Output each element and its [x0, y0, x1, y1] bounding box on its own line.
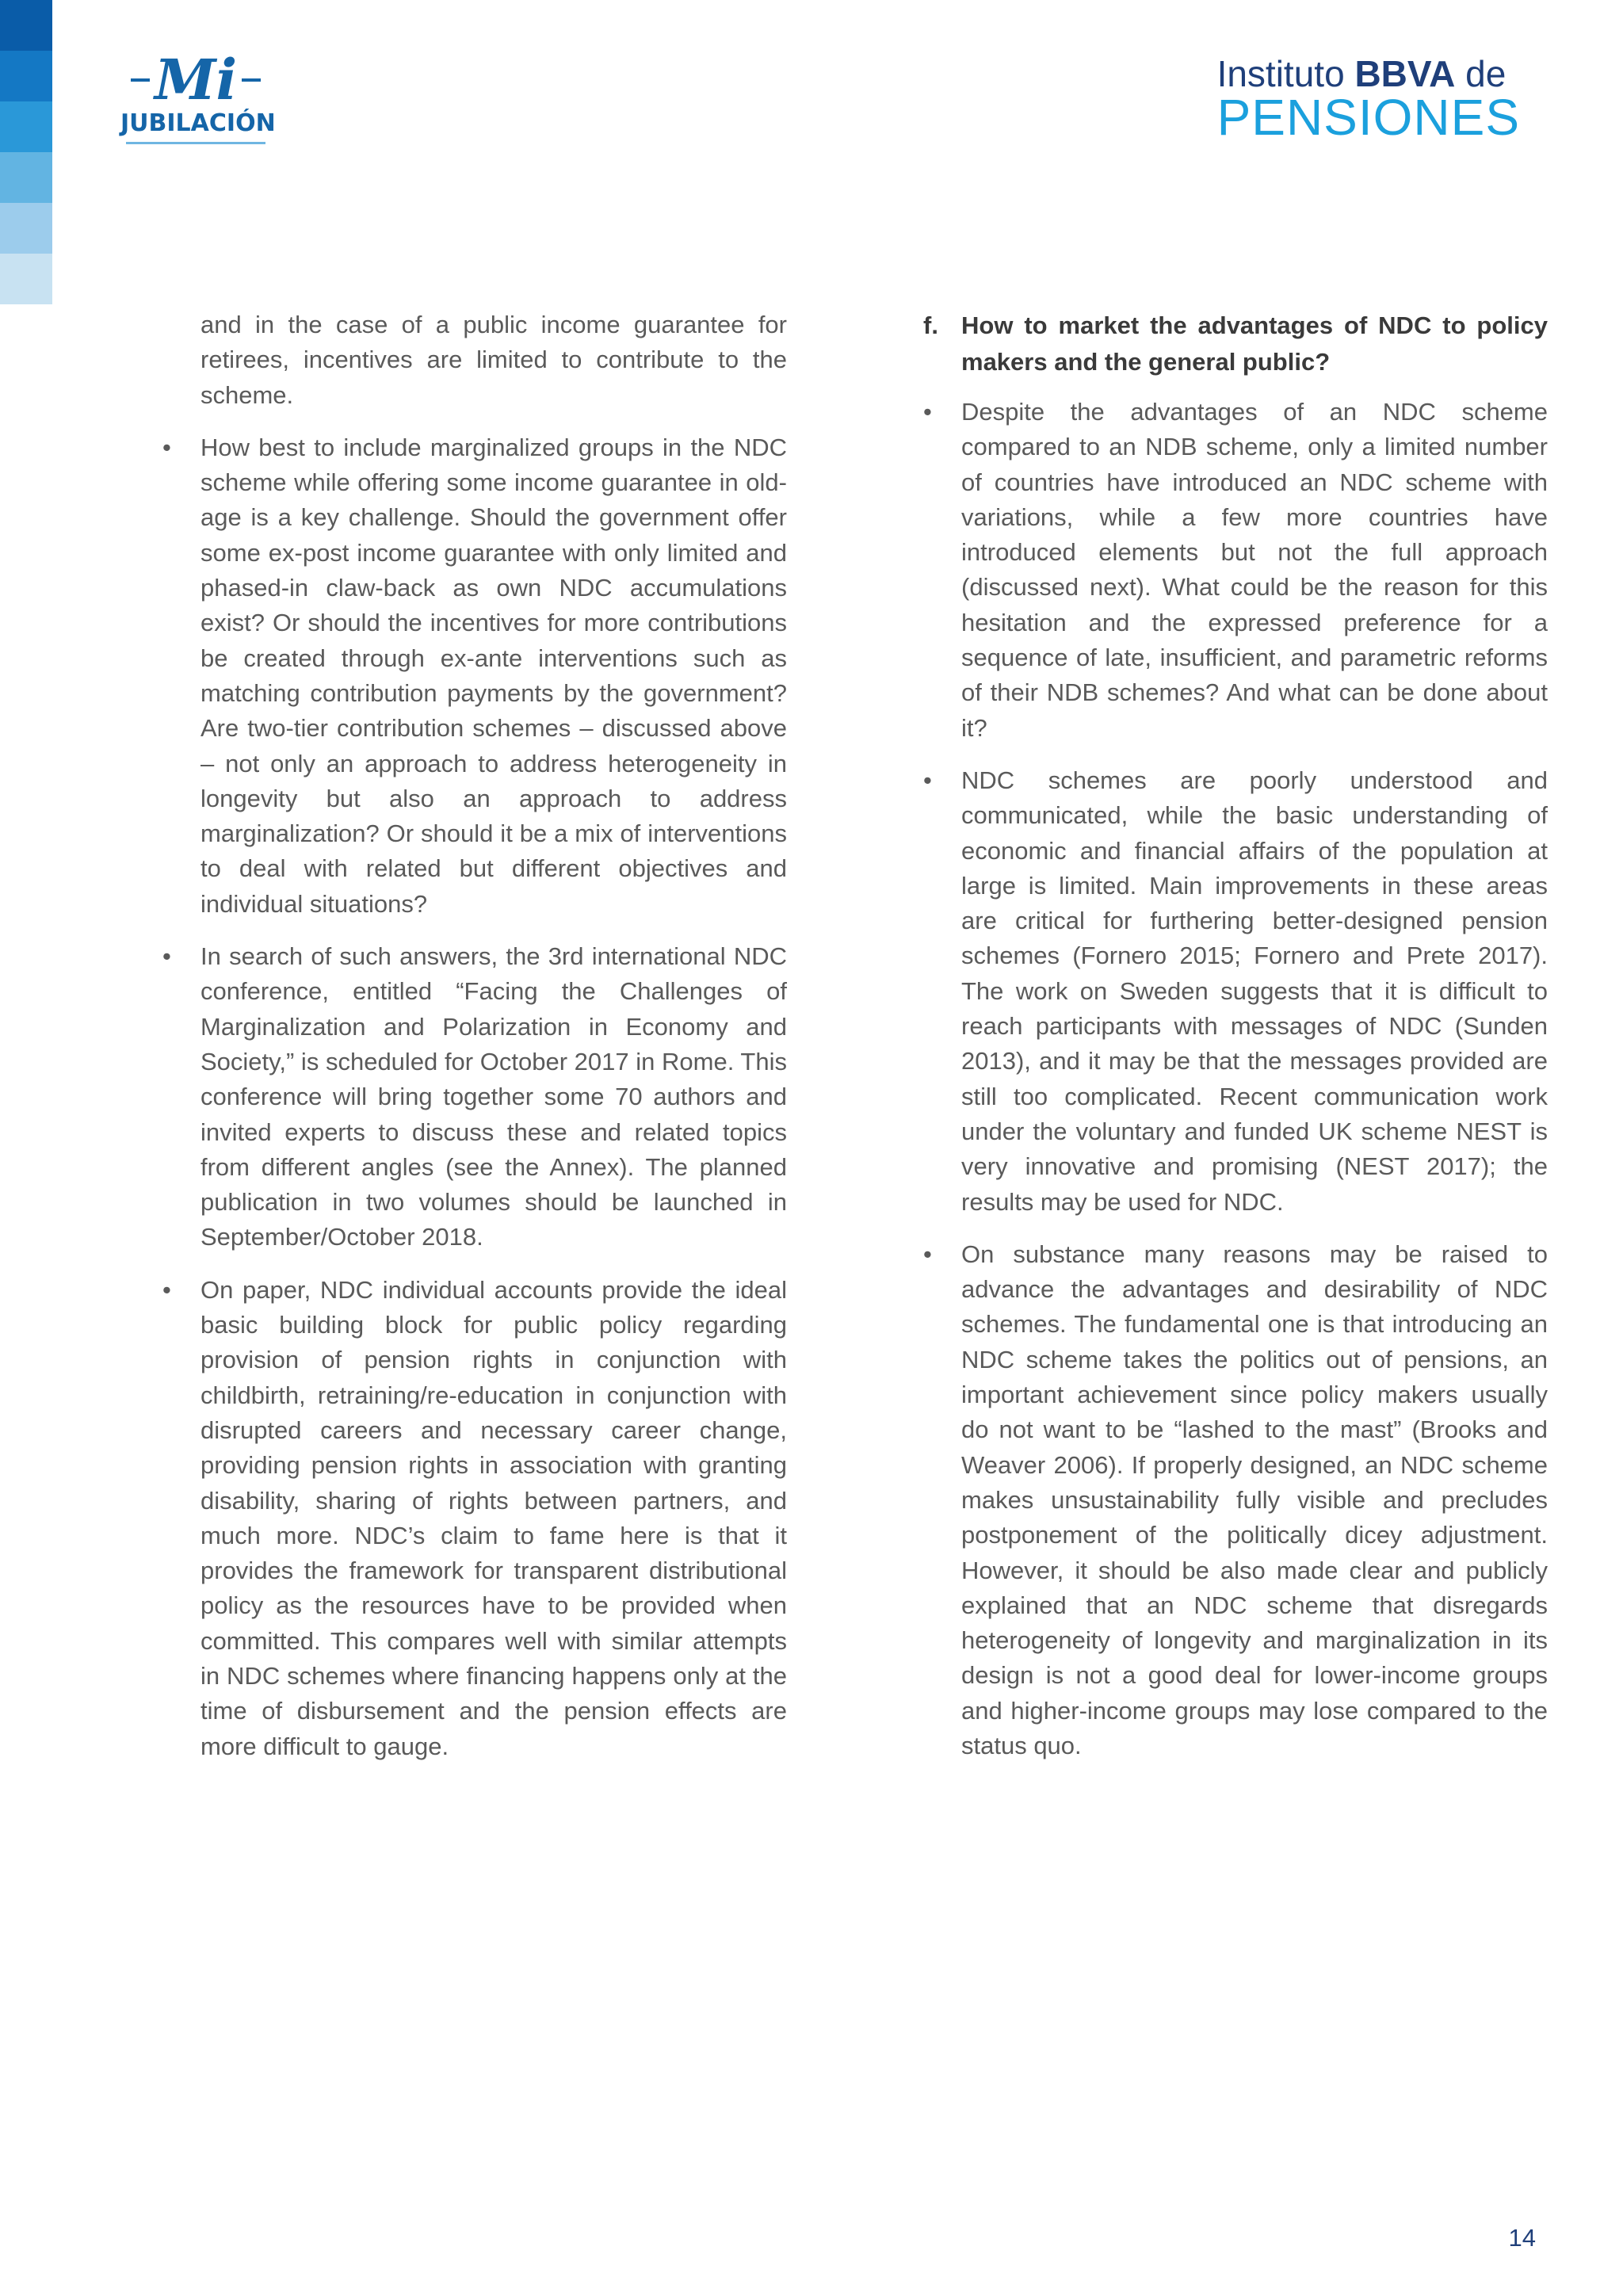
logo-mi-text: Mi — [154, 47, 238, 113]
logo-line1 — [1217, 54, 1520, 94]
logo-suffix: de — [1455, 53, 1507, 94]
list-item — [162, 939, 787, 1255]
bullet-marker: • — [162, 1275, 171, 1304]
list-item — [923, 1237, 1548, 1763]
list-item — [923, 763, 1548, 1220]
list-item-text: On substance many reasons may be raised to advance the advantages and desirability of NDC schemes. The fundamental one is that introducing an NDC scheme takes the politics out of pensions, an important achievement since policy makers usually do not want to be “lashed to the mast” (Brooks and Weaver 2006). If properly designed, an NDC scheme makes unsustainability fully visible and precludes postponement of the politically dicey adjustment. However, it should be also made clear and publicly explained that an NDC scheme that disregards heterogeneity of longevity and marginalization in its design is not a good deal for lower-income groups and higher-income groups may lose compared to the status quo. — [961, 1240, 1548, 1759]
logo-bold: BBVA — [1354, 53, 1456, 94]
list-item — [162, 430, 787, 922]
bullet-marker: • — [923, 1240, 932, 1268]
bullet-marker: • — [162, 942, 171, 971]
decorative-color-strip — [0, 0, 52, 304]
strip-segment — [0, 51, 52, 101]
logo-subtitle: JUBILACIÓN — [120, 109, 276, 137]
logo-dash — [242, 78, 261, 82]
section-marker: f. — [923, 311, 938, 339]
list-item-text: How best to include marginalized groups in the NDC scheme while offering some income guarantee in old-age is a key challenge. Should the government offer some ex-post income guarantee with only limited and phased-in claw-back as own NDC accumulations exist? Or should the incentives for more contributions be created through ex-ante interventions such as matching contribution payments by the government? Are two-tier contribution schemes – discussed above – not only an approach to address heterogeneity in longevity but also an approach to address marginalization? Or should it be a mix of interventions to deal with related but different objectives and individual situations? — [200, 433, 787, 918]
logo-prefix: Instituto — [1216, 53, 1355, 94]
strip-segment — [0, 203, 52, 254]
left-column — [162, 308, 787, 1764]
strip-segment — [0, 101, 52, 152]
section-heading — [923, 308, 1548, 380]
logo-underline — [126, 142, 265, 144]
list-item-text: NDC schemes are poorly understood and communicated, while the basic understanding of economic and financial affairs of the population at large is limited. Main improvements in these areas are critical for furthering better-designed pension schemes (Fornero 2015; Fornero and Prete 2017). The work on Sweden suggests that it is difficult to reach participants with messages of NDC (Sunden 2013), and it may be that the messages provided are still too complicated. Recent communication work under the voluntary and funded UK scheme NEST is very innovative and promising (NEST 2017); the results may be used for NDC. — [961, 766, 1548, 1216]
bullet-marker: • — [923, 766, 932, 794]
page-number: 14 — [1508, 2224, 1536, 2252]
section-heading-text: How to market the advantages of NDC to policy makers and the general public? — [961, 311, 1548, 376]
logo-dash — [131, 78, 150, 82]
bullet-marker: • — [162, 433, 171, 461]
list-item-text: In search of such answers, the 3rd international NDC conference, entitled “Facing the Challenges of Marginalization and Polarization in Economy and Society,” is scheduled for October 2017 in Rome. This conference will bring together some 70 authors and invited experts to discuss these and related topics from different angles (see the Annex). The planned publication in two volumes should be launched in September/October 2018. — [200, 942, 787, 1251]
list-item-text: On paper, NDC individual accounts provide the ideal basic building block for public policy regarding provision of pension rights in conjunction with childbirth, retraining/re-education in conjunction with disrupted careers and necessary career change, providing pension rights in association with granting disability, sharing of rights between partners, and much more. NDC’s claim to fame here is that it provides the framework for transparent distributional policy as the resources have to be provided when committed. This compares well with similar attempts in NDC schemes where financing happens only at the time of disbursement and the pension effects are more difficult to gauge. — [200, 1275, 787, 1760]
list-item-text: Despite the advantages of an NDC scheme compared to an NDB scheme, only a limited number of countries have introduced an NDC scheme with variations, while a few more countries have introduced elements but not the full approach (discussed next). What could be the reason for this hesitation and the expressed preference for a sequence of late, insufficient, and parametric reforms of their NDB schemes? And what can be done about it? — [961, 398, 1548, 742]
left-bullet-list — [162, 430, 787, 1764]
right-bullet-list — [923, 395, 1548, 1763]
strip-segment — [0, 152, 52, 203]
list-item — [162, 1273, 787, 1764]
right-column — [923, 308, 1548, 1763]
instituto-bbva-logo — [1216, 53, 1520, 146]
list-item — [923, 395, 1548, 746]
bullet-marker: • — [923, 398, 932, 426]
strip-segment — [0, 0, 52, 51]
continuation-paragraph: and in the case of a public income guarantee for retirees, incentives are limited to contribute to the scheme. — [200, 311, 787, 409]
mi-jubilacion-logo — [120, 47, 276, 144]
strip-segment — [0, 254, 52, 304]
logo-line2: PENSIONES — [1216, 89, 1520, 146]
